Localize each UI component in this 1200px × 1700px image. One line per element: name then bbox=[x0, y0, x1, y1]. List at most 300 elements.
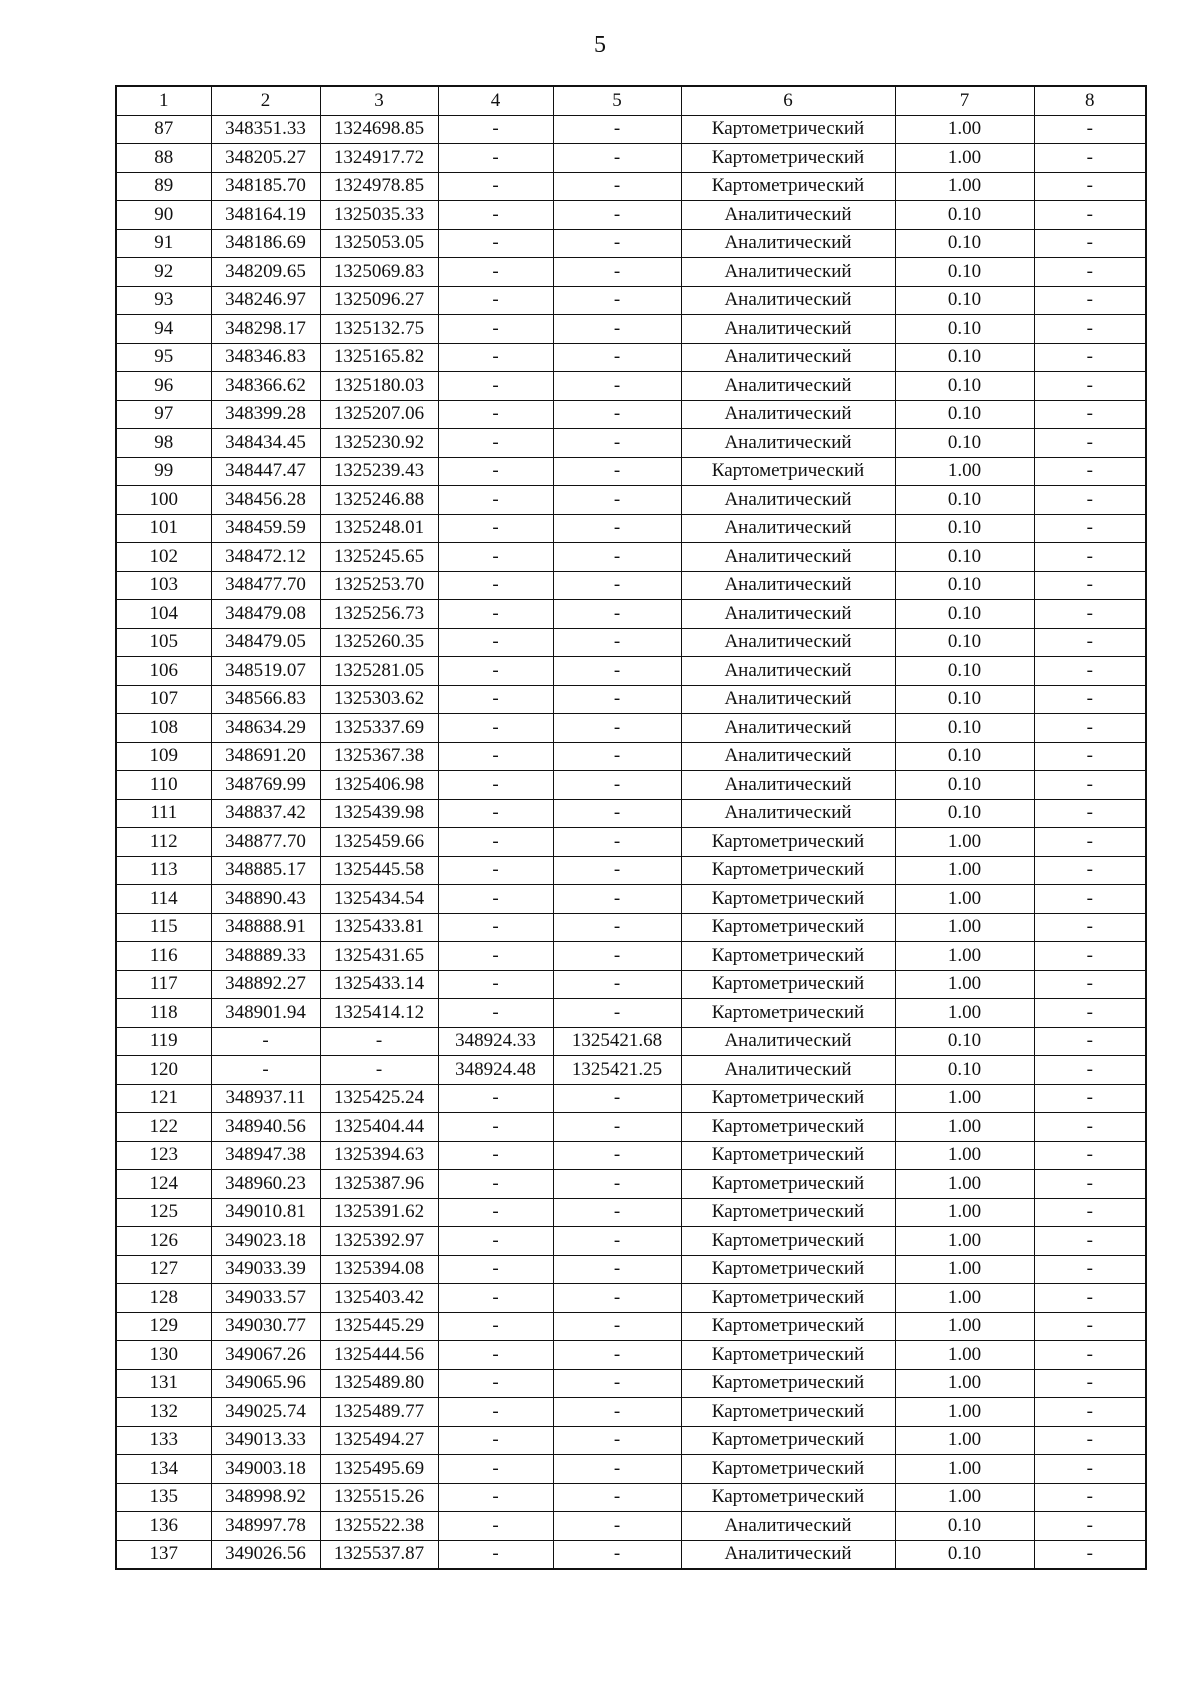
x-new-coordinate-cell: 348924.48 bbox=[438, 1056, 553, 1085]
table-row bbox=[116, 229, 1146, 258]
y-coordinate-cell: 1324917.72 bbox=[320, 144, 438, 173]
y-new-coordinate-cell: - bbox=[553, 1084, 681, 1113]
x-coordinate-cell: 348447.47 bbox=[211, 457, 320, 486]
x-coordinate-cell: 348346.83 bbox=[211, 343, 320, 372]
y-coordinate-cell: 1325404.44 bbox=[320, 1113, 438, 1142]
y-coordinate-cell: 1324978.85 bbox=[320, 172, 438, 201]
point-number-cell: 94 bbox=[116, 315, 211, 344]
column-header: 4 bbox=[438, 86, 553, 115]
point-number-cell: 118 bbox=[116, 999, 211, 1028]
y-new-coordinate-cell: 1325421.68 bbox=[553, 1027, 681, 1056]
point-number-cell: 137 bbox=[116, 1540, 211, 1569]
y-new-coordinate-cell: - bbox=[553, 742, 681, 771]
point-number-cell: 101 bbox=[116, 514, 211, 543]
x-coordinate-cell: 348479.08 bbox=[211, 600, 320, 629]
method-cell: Аналитический bbox=[681, 714, 895, 743]
description-cell: - bbox=[1034, 258, 1146, 287]
y-new-coordinate-cell: - bbox=[553, 1141, 681, 1170]
y-coordinate-cell: 1325132.75 bbox=[320, 315, 438, 344]
point-number-cell: 112 bbox=[116, 828, 211, 857]
accuracy-cell: 1.00 bbox=[895, 1141, 1034, 1170]
table-row bbox=[116, 1170, 1146, 1199]
point-number-cell: 106 bbox=[116, 657, 211, 686]
x-new-coordinate-cell: - bbox=[438, 942, 553, 971]
column-header: 5 bbox=[553, 86, 681, 115]
y-new-coordinate-cell: - bbox=[553, 400, 681, 429]
y-coordinate-cell: 1325391.62 bbox=[320, 1198, 438, 1227]
table-row bbox=[116, 771, 1146, 800]
table-row bbox=[116, 999, 1146, 1028]
x-new-coordinate-cell: - bbox=[438, 1483, 553, 1512]
table-row bbox=[116, 514, 1146, 543]
y-coordinate-cell: 1325537.87 bbox=[320, 1540, 438, 1569]
accuracy-cell: 0.10 bbox=[895, 486, 1034, 515]
y-coordinate-cell: 1325444.56 bbox=[320, 1341, 438, 1370]
y-new-coordinate-cell: - bbox=[553, 343, 681, 372]
x-new-coordinate-cell: - bbox=[438, 1141, 553, 1170]
y-new-coordinate-cell: - bbox=[553, 628, 681, 657]
x-coordinate-cell: - bbox=[211, 1027, 320, 1056]
point-number-cell: 108 bbox=[116, 714, 211, 743]
x-new-coordinate-cell: - bbox=[438, 657, 553, 686]
accuracy-cell: 1.00 bbox=[895, 457, 1034, 486]
x-new-coordinate-cell: - bbox=[438, 771, 553, 800]
method-cell: Картометрический bbox=[681, 913, 895, 942]
description-cell: - bbox=[1034, 685, 1146, 714]
x-coordinate-cell: 348998.92 bbox=[211, 1483, 320, 1512]
x-coordinate-cell: 348889.33 bbox=[211, 942, 320, 971]
x-coordinate-cell: 348479.05 bbox=[211, 628, 320, 657]
method-cell: Картометрический bbox=[681, 1284, 895, 1313]
method-cell: Аналитический bbox=[681, 429, 895, 458]
description-cell: - bbox=[1034, 742, 1146, 771]
x-coordinate-cell: 348877.70 bbox=[211, 828, 320, 857]
method-cell: Аналитический bbox=[681, 258, 895, 287]
table-row bbox=[116, 1141, 1146, 1170]
description-cell: - bbox=[1034, 229, 1146, 258]
y-new-coordinate-cell: - bbox=[553, 1341, 681, 1370]
description-cell: - bbox=[1034, 115, 1146, 144]
y-new-coordinate-cell: - bbox=[553, 457, 681, 486]
table-row bbox=[116, 856, 1146, 885]
x-new-coordinate-cell: - bbox=[438, 970, 553, 999]
table-row bbox=[116, 1455, 1146, 1484]
y-new-coordinate-cell: - bbox=[553, 970, 681, 999]
x-new-coordinate-cell: - bbox=[438, 286, 553, 315]
x-coordinate-cell: 348519.07 bbox=[211, 657, 320, 686]
accuracy-cell: 1.00 bbox=[895, 1483, 1034, 1512]
y-coordinate-cell: 1325260.35 bbox=[320, 628, 438, 657]
method-cell: Аналитический bbox=[681, 1540, 895, 1569]
point-number-cell: 115 bbox=[116, 913, 211, 942]
point-number-cell: 126 bbox=[116, 1227, 211, 1256]
page-number: 5 bbox=[594, 32, 606, 58]
accuracy-cell: 0.10 bbox=[895, 799, 1034, 828]
table-row bbox=[116, 486, 1146, 515]
point-number-cell: 111 bbox=[116, 799, 211, 828]
y-new-coordinate-cell: - bbox=[553, 885, 681, 914]
accuracy-cell: 1.00 bbox=[895, 885, 1034, 914]
description-cell: - bbox=[1034, 457, 1146, 486]
table-header-row bbox=[116, 86, 1146, 115]
method-cell: Аналитический bbox=[681, 571, 895, 600]
x-coordinate-cell: 348185.70 bbox=[211, 172, 320, 201]
x-new-coordinate-cell: - bbox=[438, 885, 553, 914]
y-coordinate-cell: 1325489.77 bbox=[320, 1398, 438, 1427]
table-row bbox=[116, 1027, 1146, 1056]
method-cell: Картометрический bbox=[681, 457, 895, 486]
x-new-coordinate-cell: - bbox=[438, 685, 553, 714]
description-cell: - bbox=[1034, 1540, 1146, 1569]
x-new-coordinate-cell: - bbox=[438, 828, 553, 857]
x-new-coordinate-cell: - bbox=[438, 486, 553, 515]
y-coordinate-cell: 1325367.38 bbox=[320, 742, 438, 771]
point-number-cell: 90 bbox=[116, 201, 211, 230]
y-new-coordinate-cell: - bbox=[553, 1284, 681, 1313]
x-new-coordinate-cell: - bbox=[438, 315, 553, 344]
table-row bbox=[116, 258, 1146, 287]
accuracy-cell: 1.00 bbox=[895, 942, 1034, 971]
y-new-coordinate-cell: - bbox=[553, 1113, 681, 1142]
table-row bbox=[116, 543, 1146, 572]
x-new-coordinate-cell: - bbox=[438, 429, 553, 458]
y-coordinate-cell: 1325515.26 bbox=[320, 1483, 438, 1512]
accuracy-cell: 1.00 bbox=[895, 144, 1034, 173]
method-cell: Картометрический bbox=[681, 1312, 895, 1341]
x-coordinate-cell: 348566.83 bbox=[211, 685, 320, 714]
point-number-cell: 129 bbox=[116, 1312, 211, 1341]
accuracy-cell: 1.00 bbox=[895, 1369, 1034, 1398]
x-new-coordinate-cell: - bbox=[438, 229, 553, 258]
method-cell: Аналитический bbox=[681, 286, 895, 315]
x-coordinate-cell: 348459.59 bbox=[211, 514, 320, 543]
y-coordinate-cell: 1325035.33 bbox=[320, 201, 438, 230]
point-number-cell: 98 bbox=[116, 429, 211, 458]
description-cell: - bbox=[1034, 514, 1146, 543]
description-cell: - bbox=[1034, 372, 1146, 401]
point-number-cell: 114 bbox=[116, 885, 211, 914]
y-new-coordinate-cell: - bbox=[553, 201, 681, 230]
x-coordinate-cell: 348298.17 bbox=[211, 315, 320, 344]
accuracy-cell: 1.00 bbox=[895, 1426, 1034, 1455]
x-new-coordinate-cell: - bbox=[438, 372, 553, 401]
y-new-coordinate-cell: 1325421.25 bbox=[553, 1056, 681, 1085]
table-row bbox=[116, 1227, 1146, 1256]
point-number-cell: 113 bbox=[116, 856, 211, 885]
y-coordinate-cell: 1325459.66 bbox=[320, 828, 438, 857]
x-coordinate-cell: 349013.33 bbox=[211, 1426, 320, 1455]
x-new-coordinate-cell: - bbox=[438, 600, 553, 629]
description-cell: - bbox=[1034, 144, 1146, 173]
x-new-coordinate-cell: - bbox=[438, 172, 553, 201]
point-number-cell: 134 bbox=[116, 1455, 211, 1484]
description-cell: - bbox=[1034, 885, 1146, 914]
y-coordinate-cell: 1325414.12 bbox=[320, 999, 438, 1028]
table-row bbox=[116, 1113, 1146, 1142]
method-cell: Аналитический bbox=[681, 771, 895, 800]
x-coordinate-cell: 348456.28 bbox=[211, 486, 320, 515]
x-new-coordinate-cell: - bbox=[438, 1170, 553, 1199]
y-new-coordinate-cell: - bbox=[553, 144, 681, 173]
method-cell: Картометрический bbox=[681, 970, 895, 999]
point-number-cell: 89 bbox=[116, 172, 211, 201]
y-new-coordinate-cell: - bbox=[553, 685, 681, 714]
table-row bbox=[116, 1312, 1146, 1341]
point-number-cell: 104 bbox=[116, 600, 211, 629]
method-cell: Картометрический bbox=[681, 828, 895, 857]
description-cell: - bbox=[1034, 201, 1146, 230]
description-cell: - bbox=[1034, 1198, 1146, 1227]
x-new-coordinate-cell: - bbox=[438, 1398, 553, 1427]
x-coordinate-cell: 349010.81 bbox=[211, 1198, 320, 1227]
method-cell: Картометрический bbox=[681, 115, 895, 144]
y-new-coordinate-cell: - bbox=[553, 1540, 681, 1569]
description-cell: - bbox=[1034, 1312, 1146, 1341]
x-coordinate-cell: 348997.78 bbox=[211, 1512, 320, 1541]
y-new-coordinate-cell: - bbox=[553, 1483, 681, 1512]
description-cell: - bbox=[1034, 828, 1146, 857]
y-coordinate-cell: 1325165.82 bbox=[320, 343, 438, 372]
y-coordinate-cell: 1325239.43 bbox=[320, 457, 438, 486]
y-new-coordinate-cell: - bbox=[553, 1312, 681, 1341]
table-row bbox=[116, 1483, 1146, 1512]
point-number-cell: 103 bbox=[116, 571, 211, 600]
x-coordinate-cell: 348205.27 bbox=[211, 144, 320, 173]
accuracy-cell: 0.10 bbox=[895, 600, 1034, 629]
x-new-coordinate-cell: - bbox=[438, 1426, 553, 1455]
x-new-coordinate-cell: - bbox=[438, 571, 553, 600]
description-cell: - bbox=[1034, 343, 1146, 372]
point-number-cell: 132 bbox=[116, 1398, 211, 1427]
method-cell: Картометрический bbox=[681, 1398, 895, 1427]
y-coordinate-cell: 1325439.98 bbox=[320, 799, 438, 828]
method-cell: Аналитический bbox=[681, 657, 895, 686]
x-coordinate-cell: 348769.99 bbox=[211, 771, 320, 800]
method-cell: Картометрический bbox=[681, 885, 895, 914]
x-coordinate-cell: 348940.56 bbox=[211, 1113, 320, 1142]
column-header: 2 bbox=[211, 86, 320, 115]
y-coordinate-cell: - bbox=[320, 1056, 438, 1085]
point-number-cell: 125 bbox=[116, 1198, 211, 1227]
accuracy-cell: 0.10 bbox=[895, 771, 1034, 800]
y-new-coordinate-cell: - bbox=[553, 172, 681, 201]
x-new-coordinate-cell: - bbox=[438, 714, 553, 743]
point-number-cell: 122 bbox=[116, 1113, 211, 1142]
column-header: 1 bbox=[116, 86, 211, 115]
point-number-cell: 97 bbox=[116, 400, 211, 429]
x-coordinate-cell: 348837.42 bbox=[211, 799, 320, 828]
table-row bbox=[116, 657, 1146, 686]
y-new-coordinate-cell: - bbox=[553, 286, 681, 315]
x-new-coordinate-cell: - bbox=[438, 999, 553, 1028]
point-number-cell: 136 bbox=[116, 1512, 211, 1541]
accuracy-cell: 1.00 bbox=[895, 913, 1034, 942]
method-cell: Картометрический bbox=[681, 1113, 895, 1142]
description-cell: - bbox=[1034, 1056, 1146, 1085]
x-new-coordinate-cell: - bbox=[438, 1341, 553, 1370]
accuracy-cell: 0.10 bbox=[895, 571, 1034, 600]
point-number-cell: 91 bbox=[116, 229, 211, 258]
point-number-cell: 116 bbox=[116, 942, 211, 971]
y-coordinate-cell: 1325394.08 bbox=[320, 1255, 438, 1284]
method-cell: Аналитический bbox=[681, 514, 895, 543]
description-cell: - bbox=[1034, 286, 1146, 315]
method-cell: Аналитический bbox=[681, 685, 895, 714]
y-coordinate-cell: 1325522.38 bbox=[320, 1512, 438, 1541]
y-coordinate-cell: 1325495.69 bbox=[320, 1455, 438, 1484]
x-new-coordinate-cell: 348924.33 bbox=[438, 1027, 553, 1056]
method-cell: Аналитический bbox=[681, 1027, 895, 1056]
x-new-coordinate-cell: - bbox=[438, 628, 553, 657]
method-cell: Аналитический bbox=[681, 628, 895, 657]
point-number-cell: 109 bbox=[116, 742, 211, 771]
accuracy-cell: 0.10 bbox=[895, 714, 1034, 743]
table-row bbox=[116, 343, 1146, 372]
x-coordinate-cell: 348960.23 bbox=[211, 1170, 320, 1199]
y-new-coordinate-cell: - bbox=[553, 571, 681, 600]
description-cell: - bbox=[1034, 856, 1146, 885]
table-row bbox=[116, 115, 1146, 144]
accuracy-cell: 1.00 bbox=[895, 1284, 1034, 1313]
x-coordinate-cell: 348164.19 bbox=[211, 201, 320, 230]
method-cell: Картометрический bbox=[681, 1426, 895, 1455]
description-cell: - bbox=[1034, 1141, 1146, 1170]
method-cell: Аналитический bbox=[681, 343, 895, 372]
x-new-coordinate-cell: - bbox=[438, 115, 553, 144]
point-number-cell: 124 bbox=[116, 1170, 211, 1199]
accuracy-cell: 0.10 bbox=[895, 543, 1034, 572]
description-cell: - bbox=[1034, 999, 1146, 1028]
table-row bbox=[116, 1369, 1146, 1398]
y-new-coordinate-cell: - bbox=[553, 999, 681, 1028]
x-coordinate-cell: 348477.70 bbox=[211, 571, 320, 600]
y-new-coordinate-cell: - bbox=[553, 372, 681, 401]
y-new-coordinate-cell: - bbox=[553, 543, 681, 572]
table-row bbox=[116, 942, 1146, 971]
description-cell: - bbox=[1034, 1227, 1146, 1256]
method-cell: Аналитический bbox=[681, 486, 895, 515]
description-cell: - bbox=[1034, 1512, 1146, 1541]
y-new-coordinate-cell: - bbox=[553, 429, 681, 458]
method-cell: Аналитический bbox=[681, 742, 895, 771]
x-coordinate-cell: 349033.57 bbox=[211, 1284, 320, 1313]
x-new-coordinate-cell: - bbox=[438, 514, 553, 543]
description-cell: - bbox=[1034, 1284, 1146, 1313]
y-new-coordinate-cell: - bbox=[553, 1198, 681, 1227]
x-coordinate-cell: 349003.18 bbox=[211, 1455, 320, 1484]
accuracy-cell: 0.10 bbox=[895, 1512, 1034, 1541]
y-coordinate-cell: 1325431.65 bbox=[320, 942, 438, 971]
description-cell: - bbox=[1034, 315, 1146, 344]
point-number-cell: 127 bbox=[116, 1255, 211, 1284]
column-header: 3 bbox=[320, 86, 438, 115]
accuracy-cell: 1.00 bbox=[895, 1255, 1034, 1284]
y-new-coordinate-cell: - bbox=[553, 315, 681, 344]
table-row bbox=[116, 799, 1146, 828]
method-cell: Картометрический bbox=[681, 1369, 895, 1398]
accuracy-cell: 0.10 bbox=[895, 742, 1034, 771]
x-coordinate-cell: 348246.97 bbox=[211, 286, 320, 315]
y-coordinate-cell: 1325256.73 bbox=[320, 600, 438, 629]
x-new-coordinate-cell: - bbox=[438, 913, 553, 942]
point-number-cell: 119 bbox=[116, 1027, 211, 1056]
y-coordinate-cell: 1325387.96 bbox=[320, 1170, 438, 1199]
table-row bbox=[116, 1512, 1146, 1541]
x-coordinate-cell: 348434.45 bbox=[211, 429, 320, 458]
y-new-coordinate-cell: - bbox=[553, 1170, 681, 1199]
y-new-coordinate-cell: - bbox=[553, 1227, 681, 1256]
point-number-cell: 117 bbox=[116, 970, 211, 999]
point-number-cell: 96 bbox=[116, 372, 211, 401]
accuracy-cell: 1.00 bbox=[895, 115, 1034, 144]
y-coordinate-cell: 1325253.70 bbox=[320, 571, 438, 600]
method-cell: Картометрический bbox=[681, 144, 895, 173]
description-cell: - bbox=[1034, 771, 1146, 800]
y-new-coordinate-cell: - bbox=[553, 1255, 681, 1284]
accuracy-cell: 1.00 bbox=[895, 1455, 1034, 1484]
x-new-coordinate-cell: - bbox=[438, 1369, 553, 1398]
table-row bbox=[116, 1198, 1146, 1227]
x-new-coordinate-cell: - bbox=[438, 1540, 553, 1569]
description-cell: - bbox=[1034, 1255, 1146, 1284]
table-row bbox=[116, 714, 1146, 743]
accuracy-cell: 0.10 bbox=[895, 315, 1034, 344]
method-cell: Аналитический bbox=[681, 400, 895, 429]
table-row bbox=[116, 828, 1146, 857]
x-coordinate-cell: 348186.69 bbox=[211, 229, 320, 258]
accuracy-cell: 0.10 bbox=[895, 628, 1034, 657]
point-number-cell: 128 bbox=[116, 1284, 211, 1313]
method-cell: Аналитический bbox=[681, 201, 895, 230]
method-cell: Картометрический bbox=[681, 1483, 895, 1512]
method-cell: Картометрический bbox=[681, 1341, 895, 1370]
table-row bbox=[116, 1426, 1146, 1455]
description-cell: - bbox=[1034, 913, 1146, 942]
x-new-coordinate-cell: - bbox=[438, 742, 553, 771]
method-cell: Картометрический bbox=[681, 172, 895, 201]
description-cell: - bbox=[1034, 400, 1146, 429]
x-coordinate-cell: 349030.77 bbox=[211, 1312, 320, 1341]
table-row bbox=[116, 1398, 1146, 1427]
y-coordinate-cell: 1325337.69 bbox=[320, 714, 438, 743]
point-number-cell: 110 bbox=[116, 771, 211, 800]
x-coordinate-cell: 348209.65 bbox=[211, 258, 320, 287]
y-new-coordinate-cell: - bbox=[553, 115, 681, 144]
table-row bbox=[116, 400, 1146, 429]
x-coordinate-cell: 348366.62 bbox=[211, 372, 320, 401]
coordinates-table bbox=[115, 85, 1147, 1570]
point-number-cell: 131 bbox=[116, 1369, 211, 1398]
x-new-coordinate-cell: - bbox=[438, 400, 553, 429]
y-coordinate-cell: 1325248.01 bbox=[320, 514, 438, 543]
method-cell: Аналитический bbox=[681, 315, 895, 344]
accuracy-cell: 0.10 bbox=[895, 685, 1034, 714]
y-coordinate-cell: 1325433.14 bbox=[320, 970, 438, 999]
column-header: 8 bbox=[1034, 86, 1146, 115]
x-coordinate-cell: 349026.56 bbox=[211, 1540, 320, 1569]
x-coordinate-cell: 348399.28 bbox=[211, 400, 320, 429]
method-cell: Картометрический bbox=[681, 1255, 895, 1284]
y-coordinate-cell: 1325445.58 bbox=[320, 856, 438, 885]
point-number-cell: 92 bbox=[116, 258, 211, 287]
table-row bbox=[116, 628, 1146, 657]
y-coordinate-cell: 1325207.06 bbox=[320, 400, 438, 429]
method-cell: Аналитический bbox=[681, 1512, 895, 1541]
description-cell: - bbox=[1034, 1483, 1146, 1512]
y-new-coordinate-cell: - bbox=[553, 514, 681, 543]
x-new-coordinate-cell: - bbox=[438, 201, 553, 230]
y-coordinate-cell: 1325425.24 bbox=[320, 1084, 438, 1113]
